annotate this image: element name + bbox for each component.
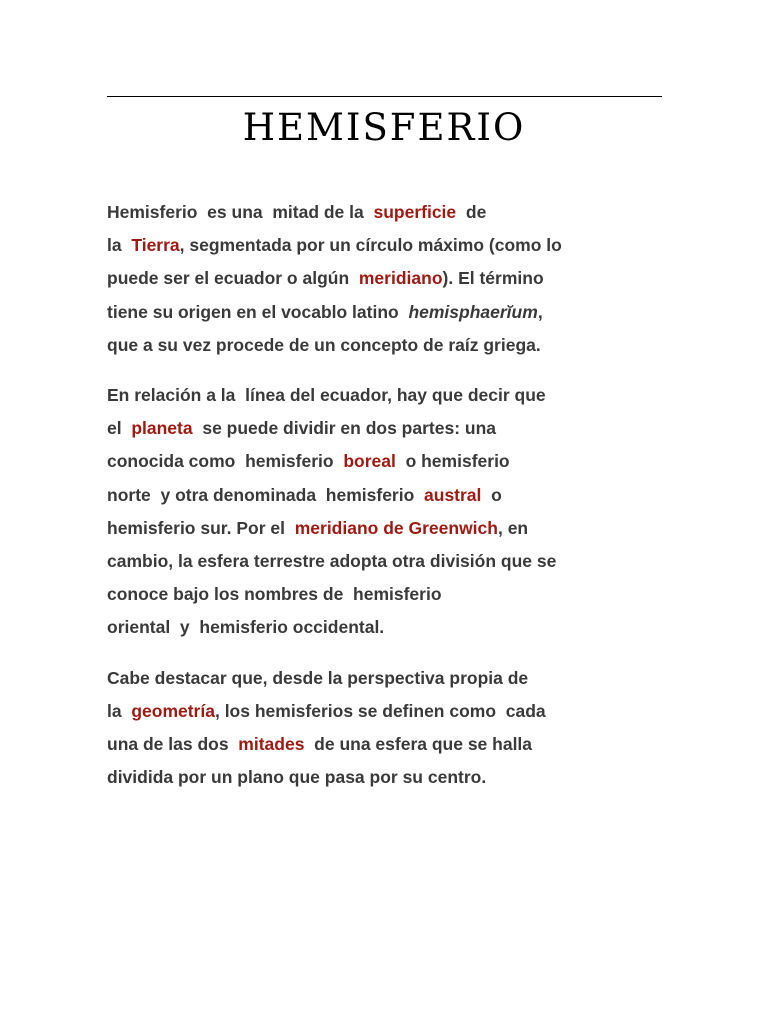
text-segment: de <box>456 202 487 222</box>
term-link[interactable]: Tierra <box>131 235 180 256</box>
page-title: HEMISFERIO <box>242 106 526 149</box>
text-segment: puede ser el ecuador o algún <box>107 268 359 289</box>
text-segment: norte y otra denominada hemisferio <box>107 484 425 505</box>
text-line <box>107 445 667 478</box>
text-line <box>107 728 667 761</box>
text-segment: En relación a la línea del ecuador, hay que decir que <box>107 385 546 406</box>
text-line <box>107 695 667 728</box>
text-line <box>107 296 667 329</box>
term-link[interactable]: meridiano de Greenwich <box>294 517 498 538</box>
text-line <box>107 545 667 578</box>
text-segment: conoce bajo los nombres de hemisferio <box>107 584 442 605</box>
text-segment: hemisferio sur. Por el <box>107 517 295 538</box>
term-link[interactable]: austral <box>424 484 482 505</box>
text-segment: cambio, la esfera terrestre adopta otra división que se <box>107 551 557 572</box>
text-line <box>107 761 667 794</box>
text-segment: , en <box>497 517 529 538</box>
text-segment: o hemisferio <box>395 451 510 472</box>
text-segment: , <box>537 301 543 322</box>
text-segment: una de las dos <box>107 734 239 755</box>
text-line <box>107 512 667 545</box>
text-line <box>107 329 667 362</box>
text-line <box>107 479 667 512</box>
text-segment: ). El término <box>442 268 544 289</box>
top-divider <box>107 96 662 97</box>
term-link[interactable]: boreal <box>343 451 396 472</box>
text-segment: Hemisferio es una mitad de la <box>107 202 374 222</box>
text-segment: dividida por un plano que pasa por su centro. <box>107 767 487 788</box>
text-segment: Cabe destacar que, desde la perspectiva propia de <box>107 667 529 688</box>
text-line <box>107 196 667 229</box>
italic-term: hemisphaerĭum <box>408 301 538 322</box>
text-line <box>107 662 667 695</box>
text-segment: de una esfera que se halla <box>304 734 533 755</box>
text-line <box>107 412 667 445</box>
text-line <box>107 611 667 644</box>
text-segment: conocida como hemisferio <box>107 451 344 472</box>
paragraph <box>107 662 667 795</box>
text-segment: tiene su origen en el vocablo latino <box>107 301 409 322</box>
text-segment: que a su vez procede de un concepto de raíz griega. <box>107 334 541 355</box>
document-body <box>107 196 667 811</box>
text-segment: el <box>107 418 132 439</box>
term-link[interactable]: mitades <box>238 734 305 755</box>
paragraph <box>107 379 667 645</box>
text-line <box>107 578 667 611</box>
text-segment: la <box>107 235 132 256</box>
text-segment: o <box>481 484 502 505</box>
term-link[interactable]: meridiano <box>358 268 443 289</box>
text-segment: se puede dividir en dos partes: una <box>192 418 497 439</box>
text-segment: , los hemisferios se definen como cada <box>214 700 546 721</box>
text-line <box>107 229 667 262</box>
text-segment: la <box>107 700 132 721</box>
text-segment: oriental y hemisferio occidental. <box>107 617 385 638</box>
text-line <box>107 379 667 412</box>
term-link[interactable]: superficie <box>373 202 457 222</box>
text-line <box>107 262 667 295</box>
paragraph <box>107 196 667 362</box>
text-segment: , segmentada por un círculo máximo (como lo <box>179 235 562 256</box>
term-link[interactable]: geometría <box>131 700 215 721</box>
term-link[interactable]: planeta <box>131 418 193 439</box>
